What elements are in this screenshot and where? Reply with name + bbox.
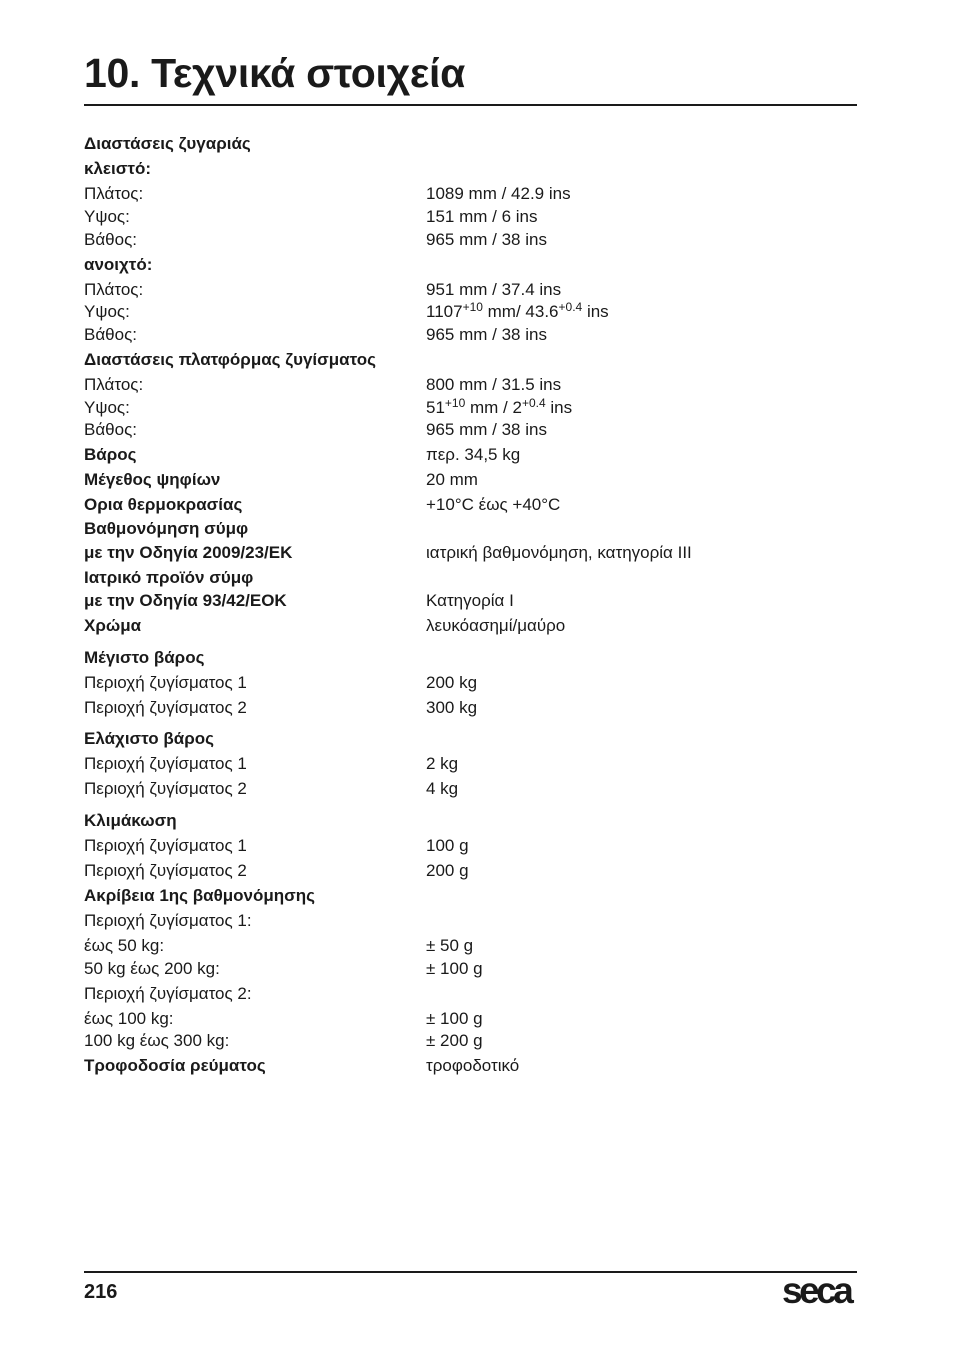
spec-label: Βαθμονόμηση σύμφ <box>84 519 249 538</box>
tolerance-superscript: +0.4 <box>558 300 583 314</box>
spec-row <box>84 228 857 252</box>
spec-label: Περιοχή ζυγίσματος 1 <box>84 673 247 692</box>
spec-row <box>84 752 857 776</box>
spec-label: Ιατρικό προϊόν σύμφ <box>84 568 254 587</box>
spec-value <box>426 300 609 324</box>
spec-label: Πλάτος: <box>84 184 144 203</box>
spec-row <box>84 909 857 933</box>
spec-value: 800 mm / 31.5 ins <box>426 375 562 394</box>
spec-value-part: mm/ 43.6 <box>482 302 559 321</box>
footer-divider <box>84 1271 857 1273</box>
spec-value: 20 mm <box>426 470 478 489</box>
spec-label: Πλάτος: <box>84 375 144 394</box>
spec-row <box>84 1007 857 1031</box>
spec-value: ιατρική βαθμονόμηση, κατηγορία III <box>426 543 692 562</box>
spec-label: με την Οδηγία 2009/23/ΕΚ <box>84 543 293 562</box>
tolerance-superscript: +0.4 <box>521 396 546 410</box>
spec-value: ± 100 g <box>426 959 483 978</box>
spec-label: ανοιχτό: <box>84 255 153 274</box>
spec-row <box>84 468 857 492</box>
spec-row <box>84 373 857 397</box>
spec-row <box>84 300 857 324</box>
spec-label: Περιοχή ζυγίσματος 1: <box>84 911 252 930</box>
spec-label: 50 kg έως 200 kg: <box>84 959 220 978</box>
spec-label: Βάθος: <box>84 230 137 249</box>
title-divider <box>84 104 857 106</box>
spec-value-part: mm / 2 <box>465 398 522 417</box>
spec-row <box>84 934 857 958</box>
spec-row <box>84 517 857 541</box>
spec-value: Κατηγορία I <box>426 591 514 610</box>
spec-row <box>84 566 857 590</box>
seca-logo: seca <box>782 1270 851 1311</box>
spec-value: περ. 34,5 kg <box>426 445 521 464</box>
spec-value: 2 kg <box>426 754 459 773</box>
spec-label: Διαστάσεις ζυγαριάς <box>84 134 251 153</box>
spec-label: Διαστάσεις πλατφόρμας ζυγίσματος <box>84 350 376 369</box>
spec-value: τροφοδοτικό <box>426 1056 520 1075</box>
spec-value: ± 200 g <box>426 1031 483 1050</box>
spec-value: 965 mm / 38 ins <box>426 325 547 344</box>
spec-label: 100 kg έως 300 kg: <box>84 1031 230 1050</box>
spec-value-part: 1107 <box>426 302 463 321</box>
spec-row <box>84 182 857 206</box>
spec-label: Τροφοδοσία ρεύματος <box>84 1056 266 1075</box>
spec-label: Βάρος <box>84 445 137 464</box>
spec-label: με την Οδηγία 93/42/ΕΟΚ <box>84 591 287 610</box>
spec-row <box>84 418 857 442</box>
spec-value: 100 g <box>426 836 469 855</box>
spec-row <box>84 205 857 229</box>
tolerance-superscript: +10 <box>462 300 483 314</box>
spec-value: 4 kg <box>426 779 459 798</box>
spec-label: Υψος: <box>84 398 130 417</box>
spec-value: ± 100 g <box>426 1009 483 1028</box>
tolerance-superscript: +10 <box>444 396 466 410</box>
spec-label: Ορια θερμοκρασίας <box>84 495 243 514</box>
spec-value: λευκόασημί/μαύρο <box>426 616 566 635</box>
spec-row <box>84 777 857 801</box>
spec-label: έως 50 kg: <box>84 936 165 955</box>
spec-label: Κλιμάκωση <box>84 811 177 830</box>
spec-label: Υψος: <box>84 207 130 226</box>
spec-value-part: 51 <box>426 398 445 417</box>
spec-value: 951 mm / 37.4 ins <box>426 280 562 299</box>
page-number: 216 <box>84 1281 118 1303</box>
spec-row <box>84 253 857 277</box>
spec-row <box>84 443 857 467</box>
spec-row <box>84 589 857 613</box>
spec-label: Βάθος: <box>84 325 137 344</box>
spec-label: Μέγεθος ψηφίων <box>84 470 221 489</box>
spec-value: 200 g <box>426 861 469 880</box>
spec-row <box>84 982 857 1006</box>
spec-row <box>84 727 857 751</box>
spec-row <box>84 957 857 981</box>
spec-label: Υψος: <box>84 302 130 321</box>
spec-row <box>84 809 857 833</box>
spec-label: Περιοχή ζυγίσματος 2 <box>84 861 247 880</box>
spec-value: 200 kg <box>426 673 478 692</box>
page-title: 10. Τεχνικά στοιχεία <box>84 50 466 96</box>
spec-label: Περιοχή ζυγίσματος 2 <box>84 698 247 717</box>
spec-row <box>84 1054 857 1078</box>
spec-value <box>426 396 572 420</box>
spec-label: Πλάτος: <box>84 280 144 299</box>
spec-label: Βάθος: <box>84 420 137 439</box>
spec-value: 965 mm / 38 ins <box>426 230 547 249</box>
spec-row <box>84 614 857 638</box>
spec-value: 151 mm / 6 ins <box>426 207 538 226</box>
spec-label: Χρώμα <box>84 616 142 635</box>
spec-row <box>84 348 857 372</box>
spec-value: 965 mm / 38 ins <box>426 420 547 439</box>
spec-value: 1089 mm / 42.9 ins <box>426 184 571 203</box>
spec-value-part: ins <box>582 302 609 321</box>
spec-label: έως 100 kg: <box>84 1009 174 1028</box>
spec-row <box>84 493 857 517</box>
spec-label: Περιοχή ζυγίσματος 1 <box>84 754 247 773</box>
spec-value: +10°C έως +40°C <box>426 495 561 514</box>
spec-label: Ελάχιστο βάρος <box>84 729 214 748</box>
spec-row <box>84 323 857 347</box>
spec-label: Μέγιστο βάρος <box>84 648 205 667</box>
spec-row <box>84 859 857 883</box>
spec-row <box>84 541 857 565</box>
spec-row <box>84 396 857 420</box>
spec-value-part: ins <box>545 398 573 417</box>
spec-row <box>84 696 857 720</box>
spec-row <box>84 157 857 181</box>
spec-row <box>84 671 857 695</box>
spec-row <box>84 278 857 302</box>
spec-row <box>84 132 857 156</box>
spec-value: 300 kg <box>426 698 478 717</box>
spec-label: κλειστό: <box>84 159 151 178</box>
spec-label: Περιοχή ζυγίσματος 2: <box>84 984 252 1003</box>
spec-value: ± 50 g <box>426 936 474 955</box>
spec-row <box>84 834 857 858</box>
spec-label: Περιοχή ζυγίσματος 2 <box>84 779 247 798</box>
spec-label: Ακρίβεια 1ης βαθμονόμησης <box>84 886 316 905</box>
spec-label: Περιοχή ζυγίσματος 1 <box>84 836 247 855</box>
spec-row <box>84 884 857 908</box>
spec-row <box>84 646 857 670</box>
spec-row <box>84 1029 857 1053</box>
